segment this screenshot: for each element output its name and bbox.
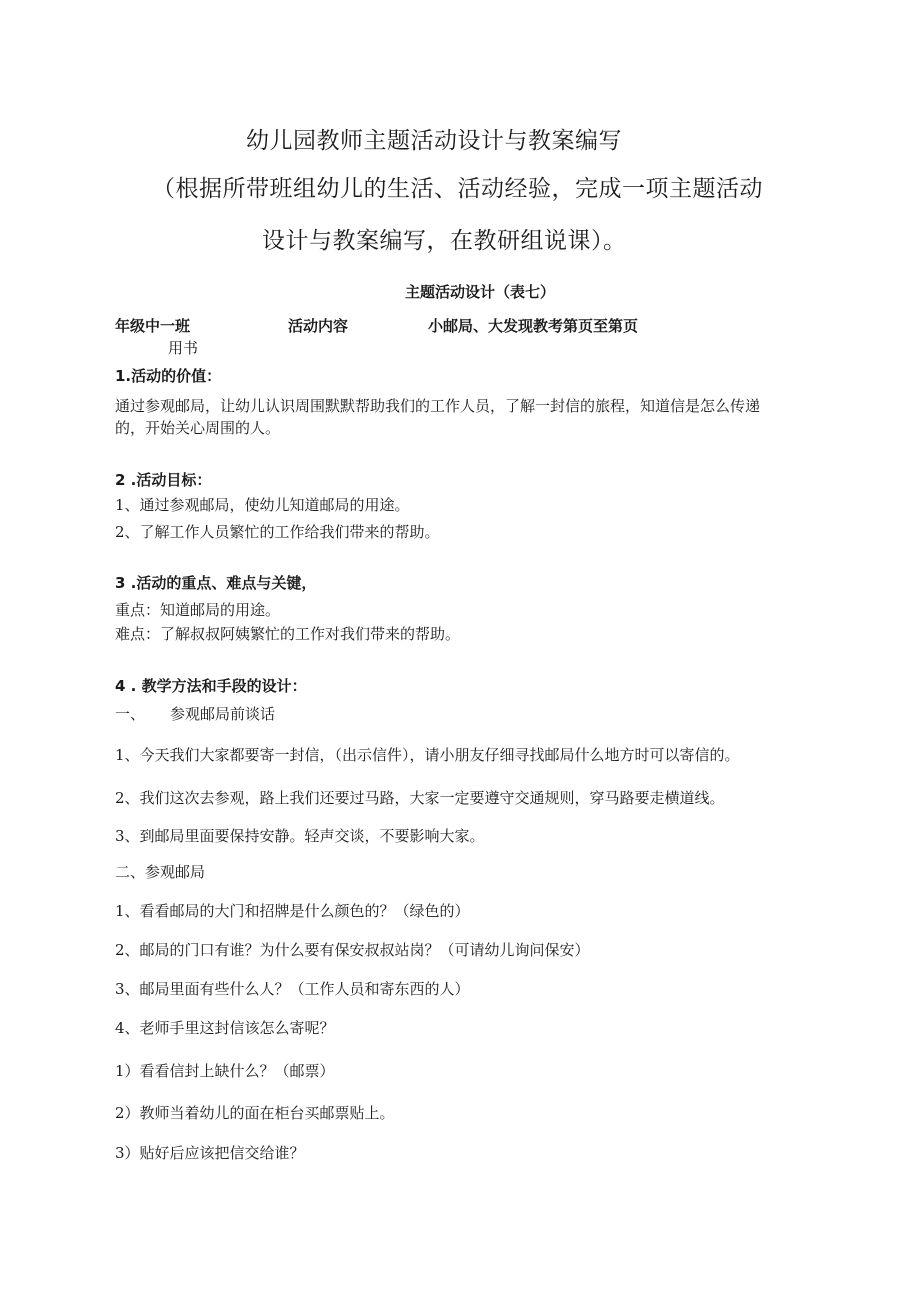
list-item: 3、邮局里面有些什么人？（工作人员和寄东西的人） (115, 980, 470, 998)
difficulty-point: 难点：了解叔叔阿姨繁忙的工作对我们带来的帮助。 (115, 625, 461, 643)
section-goals-heading: 2 .活动目标： (115, 471, 212, 489)
list-item: 2、邮局的门口有谁？为什么要有保安叔叔站岗？（可请幼儿询问保安） (115, 941, 590, 959)
sub-list-item: 3）贴好后应该把信交给谁？ (115, 1144, 305, 1162)
goal-item: 1、通过参观邮局，使幼儿知道邮局的用途。 (115, 496, 410, 514)
section-value-heading: 1.活动的价值： (115, 367, 222, 385)
sub-list-item: 2）教师当着幼儿的面在柜台买邮票贴上。 (115, 1104, 395, 1122)
list-item: 1、看看邮局的大门和招牌是什么颜色的？（绿色的） (115, 902, 470, 920)
document-title: 幼儿园教师主题活动设计与教案编写 (246, 128, 622, 154)
list-item: 2、我们这次去参观，路上我们还要过马路，大家一定要遵守交通规则，穿马路要走横道线。 (115, 789, 725, 807)
content-label: 活动内容 (288, 317, 349, 335)
list-item: 3、到邮局里面要保持安静。轻声交谈，不要影响大家。 (115, 827, 485, 845)
section-value-text: 通过参观邮局，让幼儿认识周围默默帮助我们的工作人员，了解一封信的旅程，知道信是怎么传递 (115, 397, 761, 415)
sub-list-item: 1）看看信封上缺什么？（邮票） (115, 1062, 335, 1080)
document-subtitle-line1: （根据所带班组幼儿的生活、活动经验，完成一项主题活动 (152, 176, 763, 202)
book-label: 用书 (168, 339, 199, 357)
table-caption: 主题活动设计（表七） (405, 283, 556, 301)
focus-point: 重点：知道邮局的用途。 (115, 601, 281, 619)
part1-number: 一、 (115, 705, 146, 723)
section-value-text: 的，开始关心周围的人。 (115, 419, 281, 437)
grade-label: 年级中一班 (115, 317, 191, 335)
section-keypoints-heading: 3 .活动的重点、难点与关键， (115, 574, 317, 592)
list-item: 1、今天我们大家都要寄一封信，（出示信件），请小朋友仔细寻找邮局什么地方时可以寄信的。 (115, 746, 740, 764)
part2-title: 二、参观邮局 (115, 863, 206, 881)
document-subtitle-line2: 设计与教案编写，在教研组说课）。 (262, 228, 627, 254)
content-value: 小邮局、大发现教考第页至第页 (428, 317, 639, 335)
list-item: 4、老师手里这封信该怎么寄呢？ (115, 1019, 335, 1037)
goal-item: 2、了解工作人员繁忙的工作给我们带来的帮助。 (115, 523, 440, 541)
part1-title: 参观邮局前谈话 (170, 705, 276, 723)
section-methods-heading: 4 . 教学方法和手段的设计： (115, 677, 307, 695)
